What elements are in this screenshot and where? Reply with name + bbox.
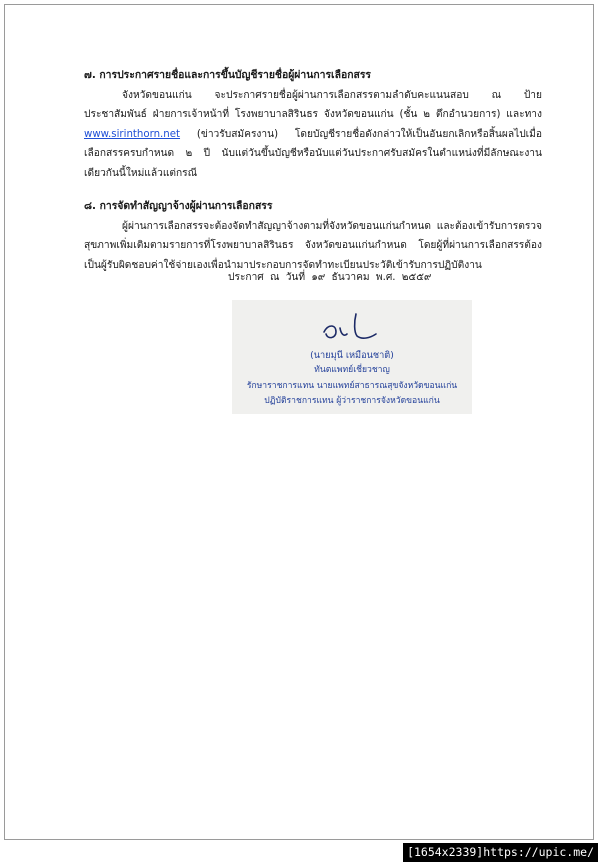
section-7	[84, 66, 542, 183]
signer-title-3: ปฏิบัติราชการแทน ผู้ว่าราชการจังหวัดขอนแก่น	[264, 396, 440, 406]
section-7-text-part2: (ข่าวรับสมัครงาน) โดยบัญชีรายชื่อดังกล่าวให้เป็นอันยกเลิกหรือสิ้นผลไปเมื่อเลือกสรรครบกำหนด ๒ ปี นับแต่วันขึ้นบัญชีหรือนับแต่วันประกาศรับสมัครในตำแหน่งที่มีลักษณะงานเดียวกันนี้ใหม่แล้วแต่กรณี	[84, 128, 542, 179]
section-7-heading: ๗. การประกาศรายชื่อและการขึ้นบัญชีรายชื่อผู้ผ่านการเลือกสรร	[84, 69, 371, 81]
section-7-text-part1: จังหวัดขอนแก่น จะประกาศรายชื่อผู้ผ่านการเลือกสรรตามลำดับคะแนนสอบ ณ ป้ายประชาสัมพันธ์ ฝ่ายการเจ้าหน้าที่ โรงพยาบาลสิรินธร จังหวัดขอนแก่น (ชั้น ๒ ตึกอำนวยการ) และทาง	[84, 89, 542, 120]
website-link[interactable]: www.sirinthorn.net	[84, 128, 181, 140]
section-8-heading: ๘. การจัดทำสัญญาจ้างผู้ผ่านการเลือกสรร	[84, 200, 273, 212]
handwritten-signature	[314, 310, 384, 348]
signer-title-2: รักษาราชการแทน นายแพทย์สาธารณสุขจังหวัดขอนแก่น	[246, 381, 458, 391]
announcement-date: ประกาศ ณ วันที่ ๑๙ ธันวาคม พ.ศ. ๒๕๕๙	[228, 272, 432, 283]
document-body	[84, 66, 542, 275]
section-7-paragraph	[84, 86, 542, 184]
section-8	[84, 197, 542, 275]
signer-title-1: ทันตแพทย์เชี่ยวชาญ	[314, 365, 390, 375]
footer-watermark-tag: [1654x2339]https://upic.me/	[403, 843, 598, 862]
section-8-paragraph: ผู้ผ่านการเลือกสรรจะต้องจัดทำสัญญาจ้างตามที่จังหวัดขอนแก่นกำหนด และต้องเข้ารับการตรวจสุขภาพเพิ่มเติมตามรายการที่โรงพยาบาลสิรินธร จังหวัดขอนแก่นกำหนด โดยผู้ที่ผ่านการเลือกสรรต้องเป็นผู้รับผิดชอบค่าใช้จ่ายเองเพื่อนำมาประกอบการจัดทำทะเบียนประวัติเข้ารับการปฏิบัติงาน	[84, 220, 542, 271]
signature-block	[232, 300, 472, 414]
signer-name: (นายมุนี เหมือนชาติ)	[310, 350, 394, 361]
